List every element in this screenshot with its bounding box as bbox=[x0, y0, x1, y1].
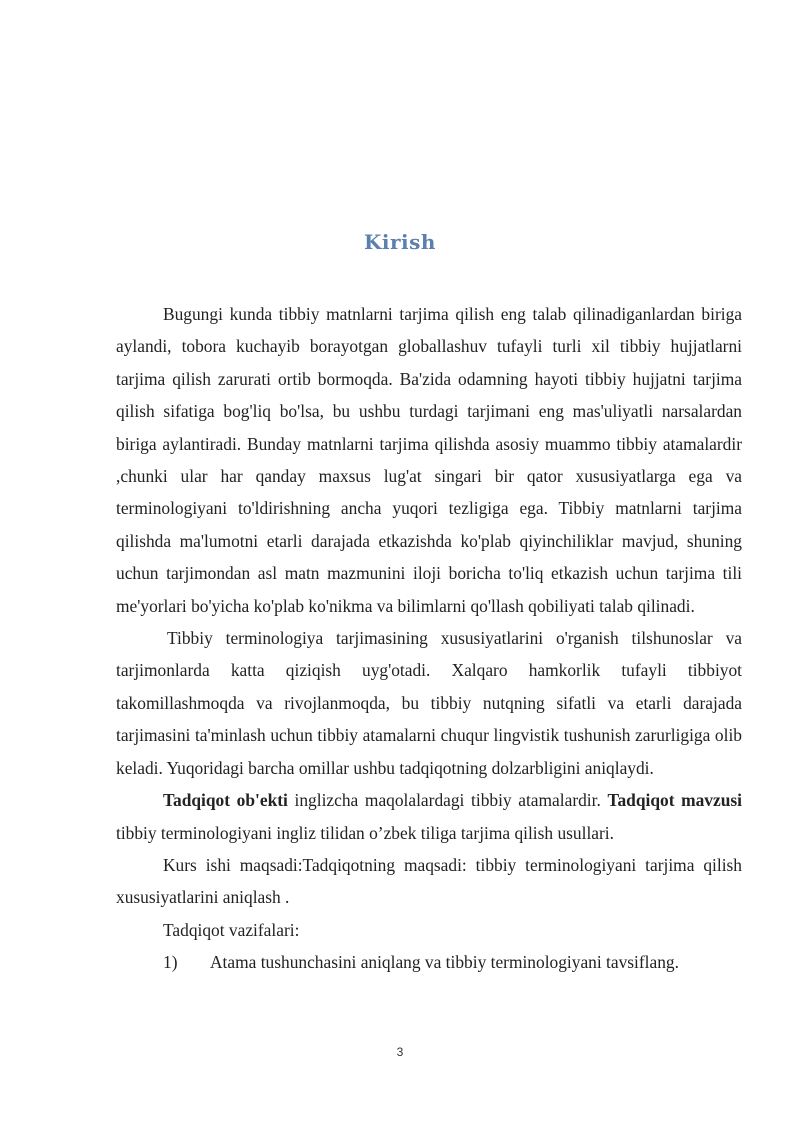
section-heading: Kirish bbox=[364, 230, 436, 254]
subject-label: Tadqiqot mavzusi bbox=[607, 790, 742, 811]
list-item-text: Atama tushunchasini aniqlang va tibbiy terminologiyani tavsiflang. bbox=[210, 952, 679, 973]
paragraph-object bbox=[116, 784, 742, 849]
object-text: inglizcha maqolalardagi tibbiy atamalardir. bbox=[287, 790, 608, 811]
paragraph-goal: Kurs ishi maqsadi:Tadqiqotning maqsadi: tibbiy terminologiyani tarjima qilish xususiyatlarini aniqlash . bbox=[116, 854, 742, 908]
document-body bbox=[116, 298, 742, 979]
tasks-label: Tadqiqot vazifalari: bbox=[163, 919, 300, 940]
list-item-number: 1) bbox=[163, 952, 178, 973]
subject-text: tibbiy terminologiyani ingliz tilidan o’zbek tiliga tarjima qilish usullari. bbox=[116, 822, 614, 843]
paragraph-intro: Bugungi kunda tibbiy matnlarni tarjima qilish eng talab qilinadiganlardan biriga aylandi, tobora kuchayib borayotgan globallashuv tufayli turli xil tibbiy hujjatlarni tarjima qilish zarurati ortib bormoqda. Ba'zida odamning hayoti tibbiy hujjatni tarjima qilish sifatiga bog'liq bo'lsa, bu ushbu turdagi tarjimani eng mas'uliyatli narsalardan biriga aylantiradi. Bunday matnlarni tarjima qilishda asosiy muammo tibbiy atamalardir ,chunki ular har qanday maxsus lug'at singari bir qator xususiyatlarga ega va terminologiyani to'ldirishning ancha yuqori tezligiga ega. Tibbiy matnlarni tarjima qilishda ma'lumotni etarli darajada etkazishda ko'plab qiyinchiliklar mavjud, shuning uchun tarjimondan asl matn mazmunini iloji boricha to'liq etkazish uchun tarjima tili me'yorlari bo'yicha ko'plab ko'nikma va bilimlarni qo'llash qobiliyati talab qilinadi. bbox=[116, 304, 742, 616]
object-label: Tadqiqot ob'ekti bbox=[163, 790, 288, 811]
list-item bbox=[116, 946, 742, 978]
page-number: 3 bbox=[396, 1045, 404, 1059]
paragraph-relevance: Tibbiy terminologiya tarjimasining xususiyatlarini o'rganish tilshunoslar va tarjimonlarda katta qiziqish uyg'otadi. Xalqaro hamkorlik tufayli tibbiyot takomillashmoqda va rivojlanmoqda, bu tibbiy nutqning sifatli va etarli darajada tarjimasini ta'minlash uchun tibbiy atamalarni chuqur lingvistik tushunish zarurligiga olib keladi. Yuqoridagi barcha omillar ushbu tadqiqotning dolzarbligini aniqlaydi. bbox=[116, 628, 742, 778]
